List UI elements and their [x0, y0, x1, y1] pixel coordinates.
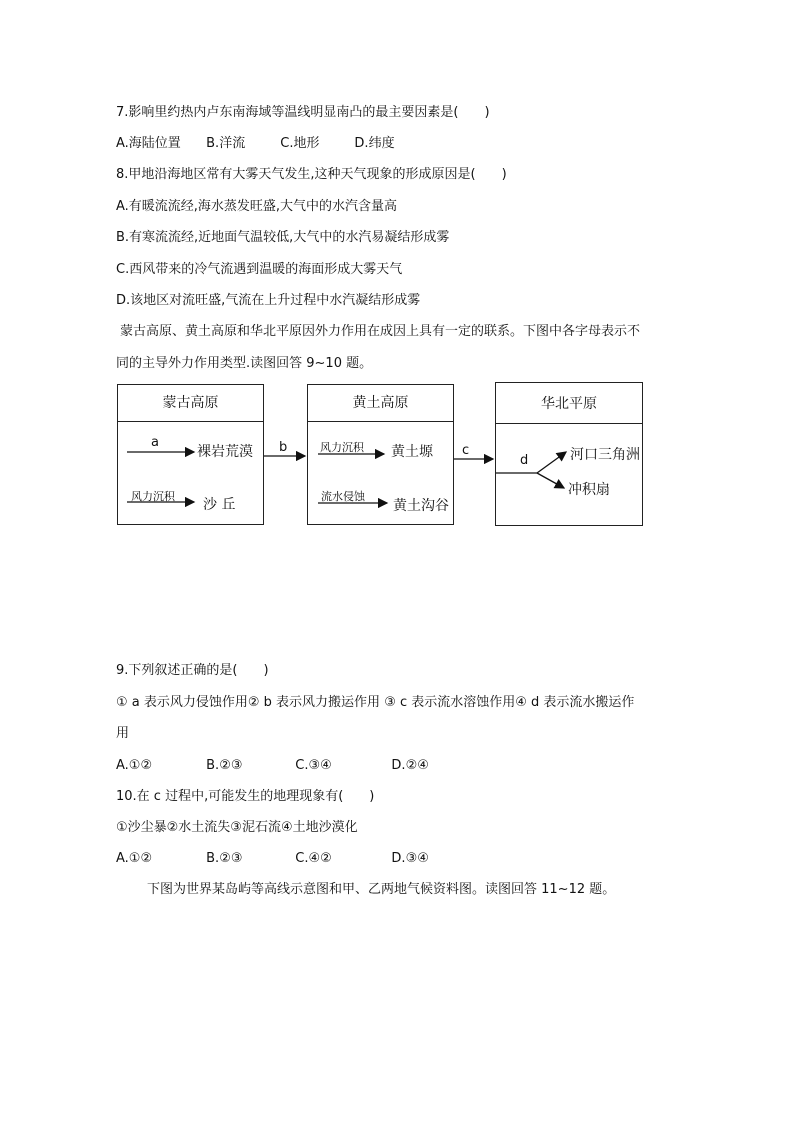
- label-bare-rock-desert: 裸岩荒漠: [197, 444, 253, 460]
- label-d: d: [520, 453, 529, 468]
- q8-option-b: B.有寒流流经,近地面气温较低,大气中的水汽易凝结形成雾: [116, 230, 450, 245]
- box-loess-plateau-title: 黄土高原: [308, 385, 453, 422]
- q8-option-a: A.有暖流流经,海水蒸发旺盛,大气中的水汽含量高: [116, 199, 398, 214]
- q10-option-b: B.②③: [206, 851, 243, 866]
- label-river-delta: 河口三角洲: [570, 447, 640, 463]
- label-wind-deposition-1: 风力沉积: [131, 490, 175, 503]
- box-mongolian-plateau-title: 蒙古高原: [118, 385, 263, 422]
- q8-option-c: C.西风带来的冷气流遇到温暖的海面形成大雾天气: [116, 262, 403, 277]
- label-alluvial-fan: 冲积扇: [568, 482, 610, 498]
- q7-option-b: B.洋流: [206, 136, 246, 151]
- q10-option-d: D.③④: [391, 851, 429, 866]
- q7-option-a: A.海陆位置: [116, 136, 181, 151]
- label-a: a: [151, 435, 159, 450]
- q10-statements: ①沙尘暴②水土流失③泥石流④土地沙漠化: [116, 820, 358, 835]
- q9-option-b: B.②③: [206, 758, 243, 773]
- q9-option-c: C.③④: [295, 758, 332, 773]
- intro-9-10-line2: 同的主导外力作用类型.读图回答 9~10 题。: [116, 356, 373, 371]
- label-c: c: [462, 443, 470, 458]
- q9-stem: 9.下列叙述正确的是( ): [116, 663, 269, 678]
- q10-stem: 10.在 c 过程中,可能发生的地理现象有( ): [116, 789, 375, 804]
- label-loess-tableland: 黄土塬: [391, 444, 433, 460]
- q7-options: [116, 135, 395, 153]
- label-b: b: [279, 440, 288, 455]
- label-sand-dune: 沙 丘: [203, 497, 236, 513]
- q9-option-a: A.①②: [116, 758, 153, 773]
- q8-stem: 8.甲地沿海地区常有大雾天气发生,这种天气现象的形成原因是( ): [116, 167, 507, 182]
- intro-11-12: 下图为世界某岛屿等高线示意图和甲、乙两地气候资料图。读图回答 11~12 题。: [147, 882, 616, 897]
- label-loess-gully: 黄土沟谷: [393, 498, 449, 514]
- q9-statements-line2: 用: [116, 726, 130, 741]
- box-north-china-plain-title: 华北平原: [496, 383, 642, 424]
- q10-option-c: C.④②: [295, 851, 332, 866]
- q10-options: [116, 850, 429, 868]
- q7-option-d: D.纬度: [354, 136, 395, 151]
- q7-stem: 7.影响里约热内卢东南海域等温线明显南凸的最主要因素是( ): [116, 105, 490, 120]
- q10-option-a: A.①②: [116, 851, 153, 866]
- q9-option-d: D.②④: [391, 758, 429, 773]
- q7-option-c: C.地形: [280, 136, 320, 151]
- label-wind-deposition-2: 风力沉积: [320, 441, 364, 454]
- q9-statements-line1: ① a 表示风力侵蚀作用② b 表示风力搬运作用 ③ c 表示流水溶蚀作用④ d 表示流水搬运作: [116, 695, 635, 710]
- q9-options: [116, 757, 429, 775]
- intro-9-10-line1: 蒙古高原、黄土高原和华北平原因外力作用在成因上具有一定的联系。下图中各字母表示不: [120, 324, 641, 339]
- q8-option-d: D.该地区对流旺盛,气流在上升过程中水汽凝结形成雾: [116, 293, 421, 308]
- label-water-erosion: 流水侵蚀: [321, 490, 365, 503]
